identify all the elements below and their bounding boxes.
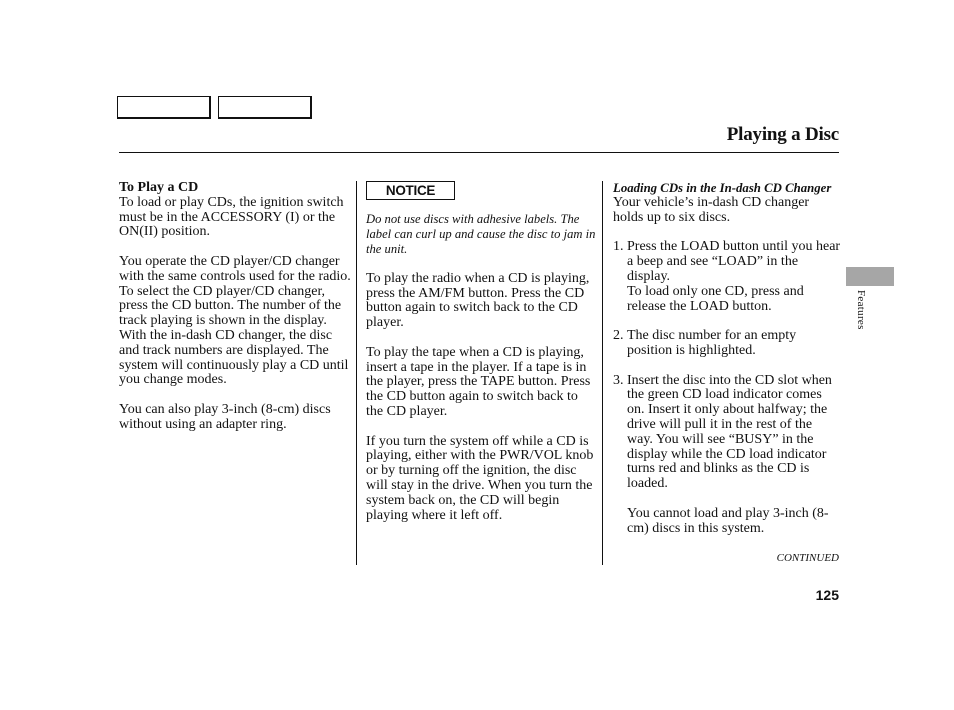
list-number: 3. xyxy=(613,372,624,388)
list-number: 2. xyxy=(613,328,624,344)
column-3 xyxy=(613,181,841,536)
note-text: You cannot load and play 3-inch (8-cm) discs in this system. xyxy=(627,505,829,536)
list-extra-text: To load only one CD, press and release the LOAD button. xyxy=(627,283,804,314)
column-divider-2 xyxy=(602,181,603,565)
list-number: 1. xyxy=(613,239,624,255)
page-title: Playing a Disc xyxy=(726,124,839,145)
side-section-label: Features xyxy=(855,290,867,330)
paragraph: Your vehicle’s in-dash CD changer holds up to six discs. xyxy=(613,195,810,225)
column-2 xyxy=(366,181,598,523)
notice-text: Do not use discs with adhesive labels. The label can curl up and cause the disc to jam in the unit. xyxy=(366,212,596,256)
column-divider-1 xyxy=(356,181,357,565)
notice-label: NOTICE xyxy=(366,181,455,200)
paragraph: To play the radio when a CD is playing, press the AM/FM button. Press the CD button again to switch back to the CD player. xyxy=(366,270,590,331)
title-divider xyxy=(119,152,839,153)
paragraph: You operate the CD player/CD changer with the same controls used for the radio. To select the CD player/CD changer, press the CD button. The number of the track playing is shown in the display. With the in-dash CD changer, the disc and track numbers are displayed. The system will continuously play a CD until you change modes. xyxy=(119,253,351,388)
paragraph: To play the tape when a CD is playing, insert a tape in the player. If a tape is in the player, press the TAPE button. Press the CD button again to switch back to the CD player. xyxy=(366,344,591,419)
column-1 xyxy=(119,181,351,433)
list-item xyxy=(613,374,841,492)
list-text: Press the LOAD button until you hear a beep and see “LOAD” in the display. xyxy=(627,239,841,284)
section-heading-loading-cds: Loading CDs in the In-dash CD Changer xyxy=(613,181,832,195)
list-text: Insert the disc into the CD slot when the green CD load indicator comes on. Insert it only about halfway; the drive will pull it in the rest of the way. You will see “BUSY” in the display while the CD load indicator turns red and blinks as the CD is loaded. xyxy=(627,372,832,492)
section-heading-play-cd: To Play a CD xyxy=(119,180,199,195)
paragraph: To load or play CDs, the ignition switch must be in the ACCESSORY (I) or the ON(II) position. xyxy=(119,194,344,240)
page-number: 125 xyxy=(815,587,839,603)
paragraph: You can also play 3-inch (8-cm) discs without using an adapter ring. xyxy=(119,401,331,432)
paragraph: If you turn the system off while a CD is playing, either with the PWR/VOL knob or by turning off the ignition, the disc will stay in the drive. When you turn the system back on, the CD will begin playing where it left off. xyxy=(366,433,594,523)
list-item xyxy=(613,240,841,314)
list-note xyxy=(613,507,841,537)
side-section-tab xyxy=(846,267,894,286)
header-tab-box-2 xyxy=(218,96,312,119)
continued-label: CONTINUED xyxy=(776,552,839,564)
header-tab-box-1 xyxy=(117,96,211,119)
list-text: The disc number for an empty position is highlighted. xyxy=(627,328,797,358)
list-item xyxy=(613,329,841,359)
